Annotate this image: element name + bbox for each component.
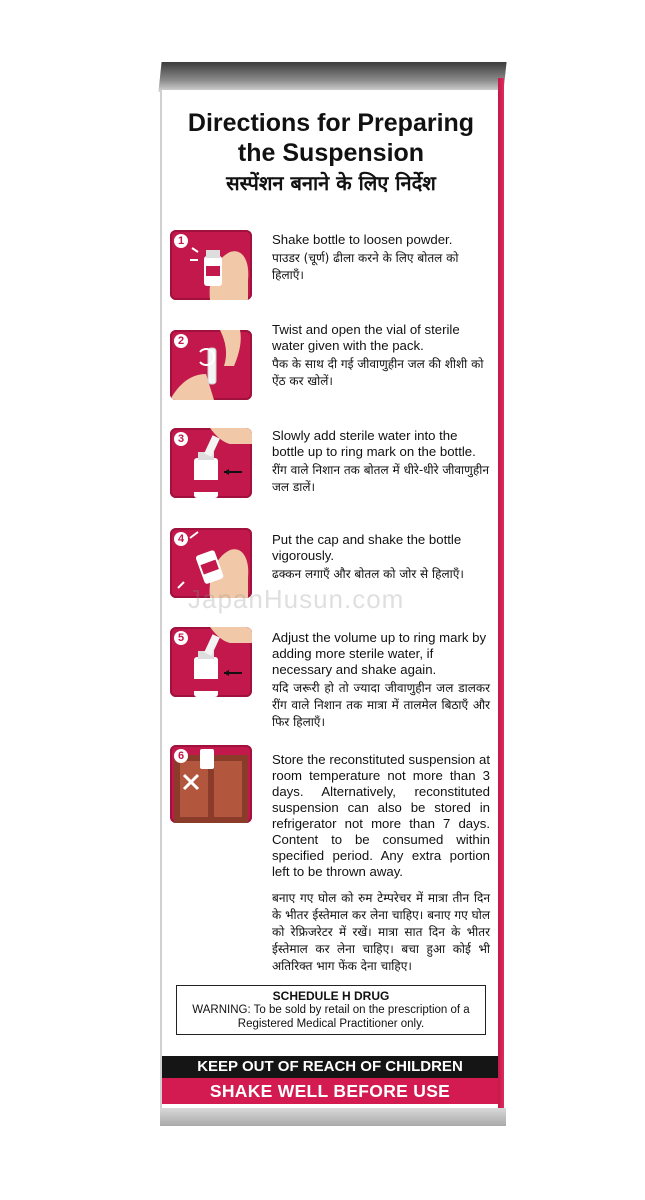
- step-6-english: Store the reconstituted suspension at room temperature not more than 3 days. Alternatively, reconstituted suspension can also be stored in refrigerator not more than 7 days. Content to be consumed within specified period. Any extra portion left to be thrown away.: [272, 752, 490, 879]
- schedule-h-box: [176, 985, 486, 1035]
- step-2-hindi: पैक के साथ दी गई जीवाणुहीन जल की शीशी को ऐंठ कर खोलें।: [272, 357, 484, 388]
- watermark: JapanHusun.com: [188, 584, 405, 614]
- step-6-illustration: [170, 745, 252, 823]
- step-5-hindi: यदि जरूरी हो तो ज्यादा जीवाणुहीन जल डालकर रींग वाले निशान तक मात्रा में तालमेल बिठाएँ और फिर हिलाएँ।: [272, 681, 490, 729]
- step-number: 5: [174, 631, 188, 645]
- step-2-illustration: [170, 330, 252, 400]
- step-6-hindi: बनाए गए घोल को रुम टेम्परेचर में मात्रा तीन दिन के भीतर ईस्तेमाल कर लेना चाहिए। बनाए गए घोल को रेफ्रिजरेटर में रखें। मात्रा सात दिन के भीतर ईस्तेमाल कर लेना चाहिए। बचा हुआ कोई भी अतिरिक्त भाग फेंक देना चाहिए।: [272, 891, 490, 973]
- shake-well-banner: SHAKE WELL BEFORE USE: [162, 1078, 498, 1104]
- step-6-text: [272, 752, 490, 975]
- box-top-edge: [158, 62, 506, 92]
- step-1-illustration: [170, 230, 252, 300]
- schedule-warning: WARNING: To be sold by retail on the prescription of a Registered Medical Practitioner only.: [192, 1004, 470, 1030]
- step-number: 3: [174, 432, 188, 446]
- step-2-english: Twist and open the vial of sterile water given with the pack.: [272, 322, 460, 353]
- page-title: Directions for Preparing the Suspension: [187, 109, 475, 167]
- step-5-illustration: [170, 627, 252, 697]
- step-3-hindi: रींग वाले निशान तक बोतल में धीरे-धीरे जीवाणुहीन जल डालें।: [272, 463, 489, 494]
- step-5-english: Adjust the volume up to ring mark by adding more sterile water, if necessary and shake again.: [272, 630, 487, 677]
- step-1-text: [272, 232, 490, 284]
- step-number: 6: [174, 749, 188, 763]
- schedule-heading: SCHEDULE H DRUG: [272, 989, 390, 1003]
- keep-out-banner: KEEP OUT OF REACH OF CHILDREN: [162, 1056, 498, 1078]
- step-number: 4: [174, 532, 188, 546]
- carton-side-edge: [498, 78, 504, 1120]
- step-4-hindi: ढक्कन लगाएँ और बोतल को जोर से हिलाएँ।: [272, 567, 464, 581]
- step-3-illustration: [170, 428, 252, 498]
- step-4-text: [272, 532, 490, 583]
- page-title-hindi: सस्पेंशन बनाने के लिए निर्देश: [226, 171, 436, 195]
- step-number: 1: [174, 234, 188, 248]
- carton-bottom-edge: [160, 1108, 506, 1126]
- step-number: 2: [174, 334, 188, 348]
- step-4-english: Put the cap and shake the bottle vigorously.: [272, 532, 462, 563]
- step-5-text: [272, 630, 490, 731]
- step-3-text: [272, 428, 490, 496]
- step-2-text: [272, 322, 490, 390]
- step-3-english: Slowly add sterile water into the bottle up to ring mark on the bottle.: [272, 428, 476, 459]
- step-1-hindi: पाउडर (चूर्ण) ढीला करने के लिए बोतल को हिलाएँ।: [272, 251, 459, 282]
- step-1-english: Shake bottle to loosen powder.: [272, 232, 453, 247]
